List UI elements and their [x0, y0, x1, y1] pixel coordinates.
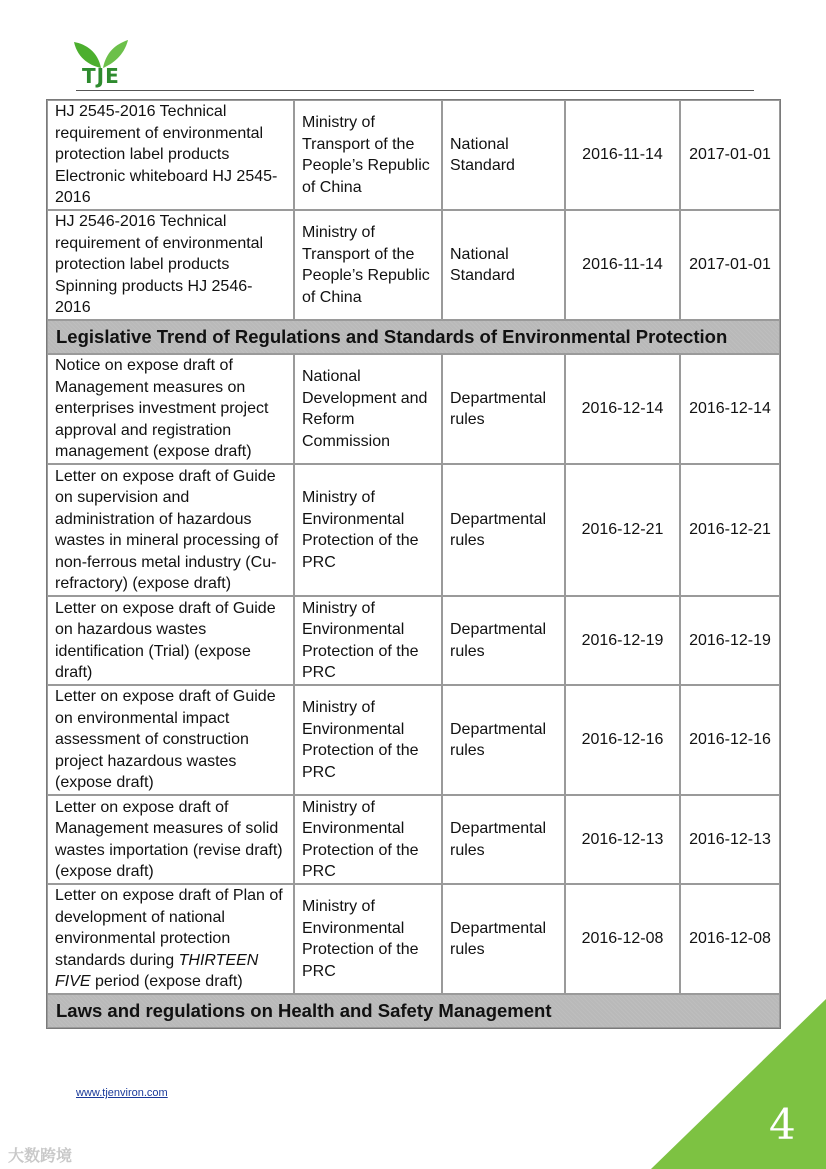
row-type: Departmental rules: [442, 464, 565, 596]
row-organization: Ministry of Environmental Protection of the PRC: [294, 884, 442, 994]
row-issue-date: 2016-12-08: [565, 884, 680, 994]
table-row: [47, 210, 780, 320]
row-organization: National Development and Reform Commission: [294, 354, 442, 464]
row-organization: Ministry of Environmental Protection of the PRC: [294, 685, 442, 795]
row-type: National Standard: [442, 100, 565, 210]
row-issue-date: 2016-11-14: [565, 100, 680, 210]
row-type: National Standard: [442, 210, 565, 320]
corner-triangle: [651, 999, 826, 1169]
row-effective-date: 2016-12-14: [680, 354, 780, 464]
row-issue-date: 2016-12-14: [565, 354, 680, 464]
row-type: Departmental rules: [442, 884, 565, 994]
watermark-text: 大数跨境: [8, 1148, 73, 1165]
row-title: Letter on expose draft of Guide on hazardous wastes identification (Trial) (expose draft): [47, 596, 294, 685]
section-title: Laws and regulations on Health and Safety Management: [47, 994, 780, 1028]
row-effective-date: 2017-01-01: [680, 210, 780, 320]
row-issue-date: 2016-12-13: [565, 795, 680, 884]
row-title-part: period (expose draft): [90, 973, 243, 991]
row-title-part: Letter on expose draft of Plan of development of national environmental protection standards during: [55, 887, 283, 969]
row-issue-date: 2016-12-21: [565, 464, 680, 596]
regulations-table: [46, 99, 781, 1029]
logo-text: TJE: [82, 64, 120, 88]
row-effective-date: 2017-01-01: [680, 100, 780, 210]
table-row: [47, 884, 780, 994]
row-issue-date: 2016-12-19: [565, 596, 680, 685]
row-effective-date: 2016-12-13: [680, 795, 780, 884]
header-divider: [76, 90, 754, 91]
row-organization: Ministry of Environmental Protection of the PRC: [294, 464, 442, 596]
row-title: Letter on expose draft of Guide on environmental impact assessment of construction project hazardous wastes (expose draft): [47, 685, 294, 795]
row-type: Departmental rules: [442, 685, 565, 795]
table-row: [47, 354, 780, 464]
row-title-italic: THIRTEEN FIVE: [55, 951, 259, 991]
table-row: [47, 596, 780, 685]
row-title: Letter on expose draft of Guide on supervision and administration of hazardous wastes in mineral processing of non-ferrous metal industry (Cu- refractory) (expose draft): [47, 464, 294, 596]
row-issue-date: 2016-11-14: [565, 210, 680, 320]
corner-triangle-decoration: [651, 999, 826, 1169]
row-effective-date: 2016-12-16: [680, 685, 780, 795]
section-title: Legislative Trend of Regulations and Standards of Environmental Protection: [47, 320, 780, 354]
row-effective-date: 2016-12-21: [680, 464, 780, 596]
row-title: Letter on expose draft of Management measures of solid wastes importation (revise draft) (expose draft): [47, 795, 294, 884]
table-row: [47, 464, 780, 596]
row-type: Departmental rules: [442, 354, 565, 464]
row-type: Departmental rules: [442, 795, 565, 884]
row-organization: Ministry of Environmental Protection of the PRC: [294, 596, 442, 685]
row-title: [47, 884, 294, 994]
row-effective-date: 2016-12-19: [680, 596, 780, 685]
row-type: Departmental rules: [442, 596, 565, 685]
table-row: [47, 100, 780, 210]
row-title: HJ 2546-2016 Technical requirement of environmental protection label products Spinning products HJ 2546-2016: [47, 210, 294, 320]
row-organization: Ministry of Transport of the People’s Republic of China: [294, 210, 442, 320]
table-row: [47, 795, 780, 884]
page-number: 4: [769, 1100, 796, 1149]
row-organization: Ministry of Environmental Protection of the PRC: [294, 795, 442, 884]
row-title: Notice on expose draft of Management measures on enterprises investment project approval and registration management (expose draft): [47, 354, 294, 464]
table-row: [47, 685, 780, 795]
section-header: [47, 320, 780, 354]
row-issue-date: 2016-12-16: [565, 685, 680, 795]
website-link[interactable]: www.tjenviron.com: [76, 1087, 168, 1099]
row-organization: Ministry of Transport of the People’s Republic of China: [294, 100, 442, 210]
row-effective-date: 2016-12-08: [680, 884, 780, 994]
row-title: HJ 2545-2016 Technical requirement of environmental protection label products Electronic whiteboard HJ 2545-2016: [47, 100, 294, 210]
